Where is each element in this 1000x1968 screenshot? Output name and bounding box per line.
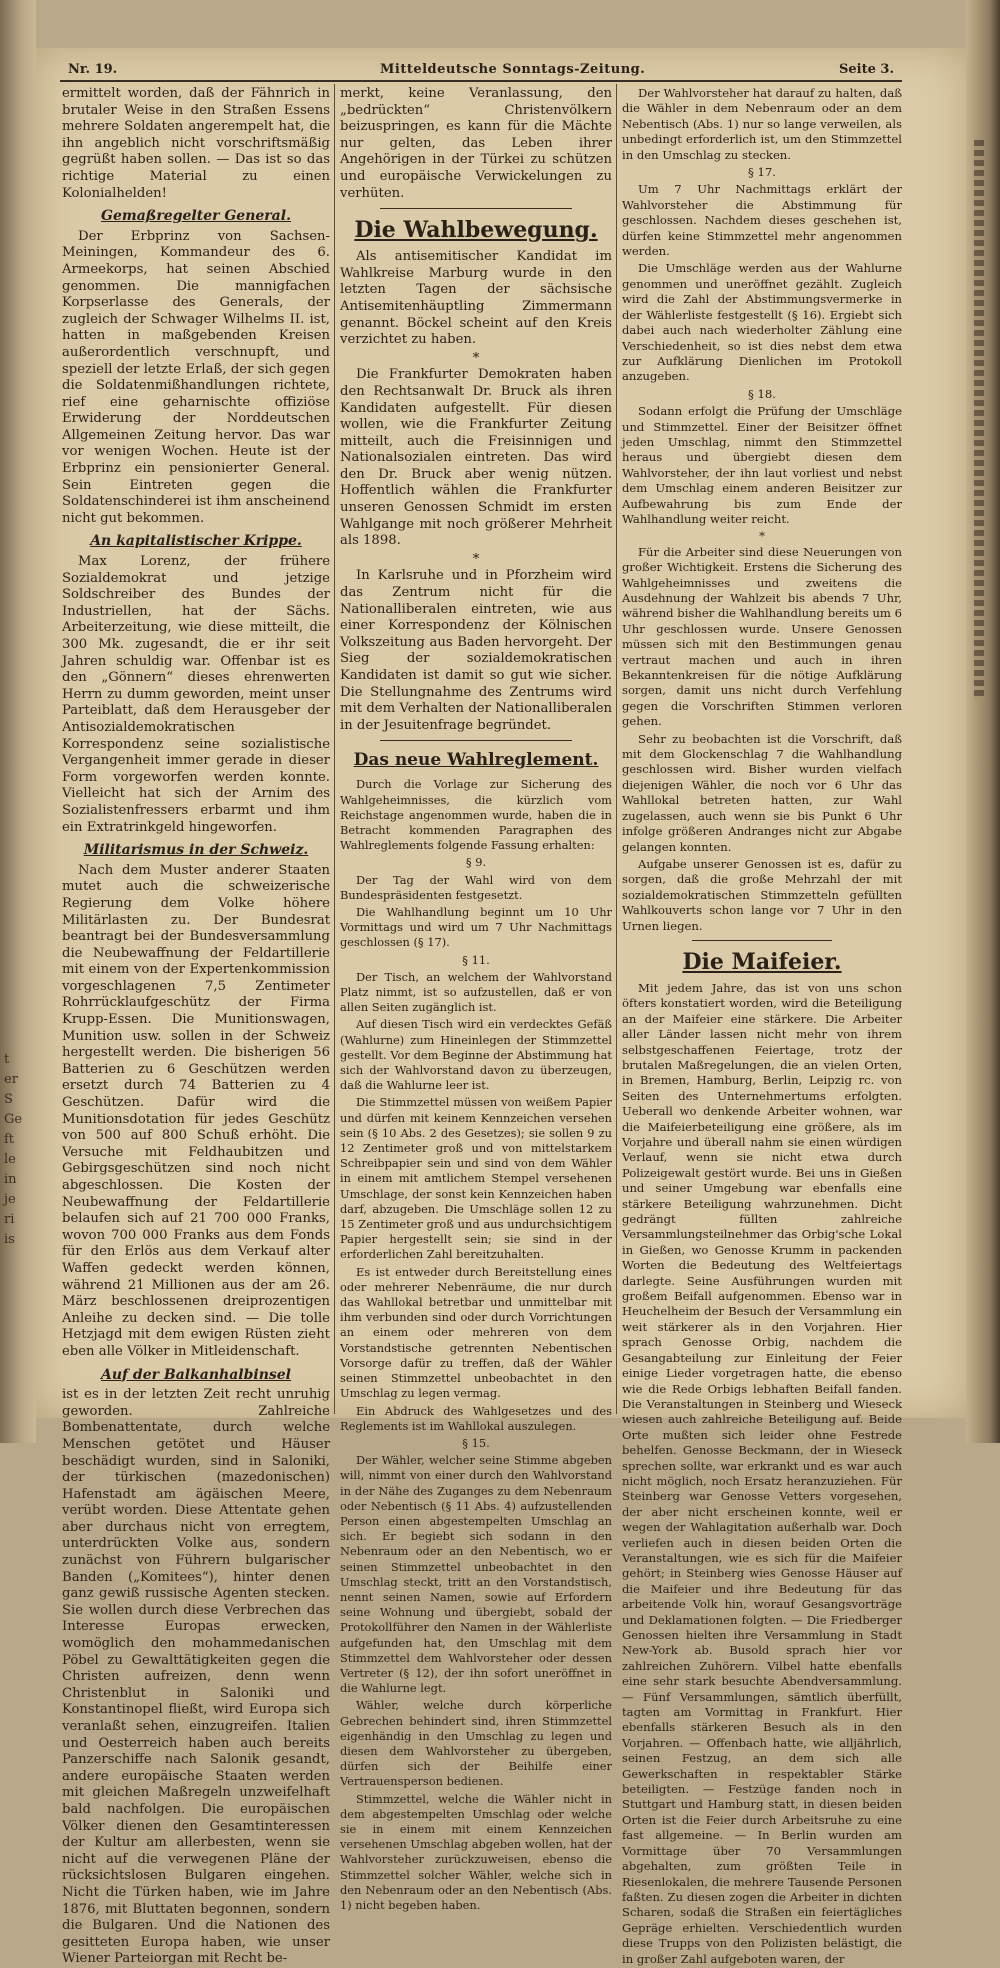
- divider: [692, 940, 832, 941]
- article-text: Als antisemitischer Kandidat im Wahlkreise Marburg wurde in den letzten Tagen der sächsische Antisemitenhäuptling Zimmermann genannt. Böckel scheint auf den Kreis verzichtet zu haben.: [340, 249, 612, 348]
- paragraph-number: § 17.: [748, 165, 776, 180]
- divider: [380, 208, 572, 209]
- article-text: Der Tag der Wahl wird von dem Bundespräsidenten festgesetzt.: [340, 872, 612, 902]
- paragraph-number: § 18.: [748, 386, 776, 401]
- article-text: merkt, keine Veranlassung, den „bedrückten“ Christenvölkern beizuspringen, es kann für die Mächte nur gelten, das Leben ihrer Angehörigen in der Türkei zu schützen und europäische Verwickelungen zu verhüten.: [340, 86, 612, 201]
- article-text: Nach dem Muster anderer Staaten mutet auch die schweizerische Regierung dem Volke höhere Militärlasten zu. Der Bundesrat beantragt bei der Bundesversammlung die Neubewaffnung der Feldartillerie mit einem von der Expertenkommission vorgeschlagenen 7,5 Zentimeter Rohrrücklaufgeschütz der Firma Krupp-Essen. Die Munitionswagen, Munition usw. sollen in der Schweiz hergestellt werden. Die bisherigen 56 Batterien zu 6 Geschützen werden ersetzt durch 74 Batterien zu 4 Geschützen. Dafür wird die Munitionsdotation für jedes Geschütz von 500 auf 800 Schuß erhöht. Die Versuche mit Feldhaubitzen und Gebirgsgeschützen sind noch nicht abgeschlossen. Die Kosten der Neubewaffnung der Feldartillerie belaufen sich auf 21 700 000 Franks, wovon 700 000 Franks aus dem Fonds für den Erlös aus dem Verkauf alter Waffen gedeckt werden können, während 21 Millionen aus der am 26. März beschlossenen dreiprozentigen Anleihe zu decken sind. — Die tolle Hetzjagd mit dem ewigen Rüsten zieht eben alle Völker in Mitleidenschaft.: [62, 862, 330, 1359]
- article-text: Die Frankfurter Demokraten haben den Rechtsanwalt Dr. Bruck als ihren Kandidaten aufgestellt. Für diesen wollen, wie die Frankfurter Zeitung mitteilt, auch die Freisinnigen und Nationalsozialen eintreten. Das wird den Dr. Bruck aber wenig nützen. Hoffentlich wählen die Frankfurter unseren Genossen Schmidt im ersten Wahlgange mit noch größerer Mehrheit als 1898.: [340, 367, 612, 549]
- article-text: Mit jedem Jahre, das ist von uns schon öfters konstatiert worden, wird die Beteiligung an der Maifeier eine stärkere. Die Arbeiter aller Länder lassen nicht mehr von ihrem selbstgeschaffenen Feiertage, trotz der brutalen Maßregelungen, die an vielen Orten, in Bremen, Hamburg, Berlin, Leipzig rc. von Seiten des Unternehmertums erfolgten. Ueberall wo denkende Arbeiter wohnen, war die Maifeierbeteiligung eine größere, als im Vorjahre und überall nahm sie einen würdigen Verlauf, wenn sie nicht etwa durch Polizeigewalt gestört wurde. Bei uns in Gießen und seiner Umgebung war ebenfalls eine stärkere Beteiligung wahrzunehmen. Dicht gedrängt füllten zahlreiche Versammlungsteilnehmer das Orbig'sche Lokal in Gießen, wo Genosse Krumm in packenden Worten die Bedeutung des Weltfeiertags darlegte. Seine Ausführungen wurden mit großem Beifall aufgenommen. Ebenso war in Heuchelheim der Besuch der Versammlung ein weit stärkerer als in den Vorjahren. Hier sprach Genosse Orbig, nachdem die Gesangabteilung zur Einleitung der Feier einige Lieder vorgetragen hatte, die ebenso wie die Rede Orbigs lebhaften Beifall fanden. Die Veranstaltungen in Steinberg und Wieseck wiesen auch zahlreiche Beteiligung auf. Beide Orte mußten sich leider ohne Festrede behelfen. Genosse Beckmann, der in Wieseck sprechen sollte, war erkrankt und es war auch nicht möglich, noch Ersatz heranzuziehen. Für Steinberg war Genosse Vetters vorgesehen, der aber nicht erscheinen konnte, weil er wegen der Wahlagitation außerhalb war. Doch verliefen auch in diesen beiden Orten die Veranstaltungen, wie es sich für die Maifeier gehört; in Steinberg wies Genosse Häuser auf die Maifeier und ihre Bedeutung für das arbeitende Volk hin, worauf Gesangsvorträge und Deklamationen folgten. — Die Friedberger Genossen hielten ihre Versammlung in Stadt New-York ab. Busold sprach hier vor zahlreichen Zuhörern. Vilbel hatte ebenfalls eine sehr stark besuchte Abendversammlung. — Fünf Versammlungen, sämtlich überfüllt, tagten am Vormittag in Frankfurt. Hier ebenfalls stärkeren Besuch als in den Vorjahren. — Offenbach hatte, wie alljährlich, seinen Festzug, an dem sich alle Gewerkschaften in respektabler Stärke beteiligten. — Festzüge fanden noch in Stuttgart und Hamburg statt, in diesen beiden Orten ist die Feier durch Arbeitsruhe zu eine fast allgemeine. — In Berlin wurden am Vormittage über 70 Versammlungen abgehalten, zum größten Teile in Riesenlokalen, die mehrere Tausende Personen faßten. Zu diesen zogen die Arbeiter in dichten Scharen, sodaß die Straßen ein feiertägliches Gepräge erhielten. Verschiedentlich wurden diese Trupps von den Polizisten belästigt, die in großer Zahl aufgeboten waren, der: [622, 980, 902, 1966]
- paragraph-number: § 11.: [462, 952, 490, 967]
- column-2: [340, 86, 612, 1912]
- article-text: Auf diesen Tisch wird ein verdecktes Gefäß (Wahlurne) zum Hineinlegen der Stimmzettel gestellt. Vor dem Beginne der Abstimmung hat sich der Wahlvorstand davon zu überzeugen, daß die Wahlurne leer ist.: [340, 1017, 612, 1093]
- section-heading: Militarismus in der Schweiz.: [83, 842, 309, 859]
- article-text: In Karlsruhe und in Pforzheim wird das Zentrum nicht für die Nationalliberalen eintreten, wie aus einer Korrespondenz der Kölnischen Volkszeitung aus Baden hervorgeht. Der Sieg der sozialdemokratischen Kandidaten ist damit so gut wie sicher. Die Stellungnahme des Zentrums wird mit dem Verhalten der Nationalliberalen in der Jesuitenfrage begründet.: [340, 568, 612, 733]
- paragraph-number: § 9.: [465, 855, 487, 870]
- article-text: Der Erbprinz von Sachsen-Meiningen, Kommandeur des 6. Armeekorps, hat seinen Abschied genommen. Die mannigfachen Korpserlasse des Generals, der zugleich der Schwager Wilhelms II. ist, hatten in maßgebenden Kreisen außerordentlich verschnupft, und speziell der letzte Erlaß, der sich gegen die Soldatenmißhandlungen richtete, rief eine geharnischte offiziöse Erwiderung der Norddeutschen Allgemeinen Zeitung hervor. Das war vor wenigen Wochen. Heute ist der Erbprinz ein pensionierter General. Sein Eintreten gegen die Soldatenschinderei ist ihm anscheinend nicht gut bekommen.: [62, 228, 330, 526]
- article-text: Ein Abdruck des Wahlgesetzes und des Reglements ist im Wahllokal auszulegen.: [340, 1403, 612, 1433]
- adjacent-page-strip: [974, 140, 984, 700]
- article-text: Wähler, welche durch körperliche Gebrechen behindert sind, ihren Stimmzettel eigenhändig in den Umschlag zu legen und diesen dem Wahlvorsteher zu übergeben, dürfen sich der Beihilfe einer Vertrauensperson bedienen.: [340, 1698, 612, 1789]
- column-1: [62, 86, 330, 1967]
- page-number: Seite 3.: [839, 62, 894, 77]
- article-text: ermittelt worden, daß der Fähnrich in brutaler Weise in den Straßen Essens mehrere Soldaten angerempelt hat, die ihn angeblich nicht vorschriftsmäßig gegrüßt haben sollen. — Das ist so das richtige Material zu einen Kolonialhelden!: [62, 86, 330, 201]
- column-separator: [616, 84, 617, 1414]
- article-text: Der Wahlvorsteher hat darauf zu halten, daß die Wähler in dem Nebenraum oder an dem Nebentisch (Abs. 1) nur so lange verweilen, als unbedingt erforderlich ist, um den Stimmzettel in den Umschlag zu stecken.: [622, 86, 902, 162]
- article-text: Stimmzettel, welche die Wähler nicht in dem abgestempelten Umschlag oder welche sie in einem mit einem Kennzeichen versehenen Umschlag abgeben wollen, hat der Wahlvorsteher zurückzuweisen, ebenso die Stimmzettel solcher Wähler, welche sich in den Nebenraum oder an den Nebentisch (Abs. 1) nicht begeben haben.: [340, 1791, 612, 1912]
- article-text: Die Umschläge werden aus der Wahlurne genommen und uneröffnet gezählt. Zugleich wird die Zahl der Abstimmungsvermerke in der Wählerliste festgestellt (§ 16). Ergiebt sich dabei auch nach wiederholter Zählung eine Verschiedenheit, so ist dies nebst dem etwa zur Aufklärung Dienlichen im Protokoll anzugeben.: [622, 261, 902, 384]
- article-text: Der Wähler, welcher seine Stimme abgeben will, nimmt von einer durch den Wahlvorstand in der Nähe des Zuganges zu dem Nebenraum oder Nebentisch (§ 11 Abs. 4) aufzustellenden Person einen abgestempelten Umschlag an sich. Er begiebt sich sodann in den Nebenraum oder an den Nebentisch, wo er seinen Stimmzettel unbeobachtet in den Umschlag steckt, tritt an den Vorstandstisch, nennt seinen Namen, sowie auf Erfordern seine Wohnung und übergiebt, sobald der Protokollführer den Namen in der Wählerliste aufgefunden hat, den Umschlag mit dem Stimmzettel dem Wahlvorsteher oder dessen Vertreter (§ 12), der ihn sofort uneröffnet in die Wahlurne legt.: [340, 1453, 612, 1696]
- article-text: Die Stimmzettel müssen von weißem Papier und dürfen mit keinem Kennzeichen versehen sein (§ 10 Abs. 2 des Gesetzes); sie sollen 9 zu 12 Zentimeter groß und von mittelstarkem Schreibpapier sein und sind von dem Wähler in einem mit amtlichem Stempel versehenen Umschlage, der sonst kein Kennzeichen haben darf, abzugeben. Die Umschläge sollen 12 zu 15 Zentimeter groß und aus undurchsichtigem Papier hergestellt sein; sie sind in der erforderlichen Zahl bereitzuhalten.: [340, 1095, 612, 1262]
- masthead: [68, 60, 894, 82]
- article-text: Die Wahlhandlung beginnt um 10 Uhr Vormittags und wird um 7 Uhr Nachmittags geschlossen (§ 17).: [340, 905, 612, 950]
- article-text: Es ist entweder durch Bereitstellung eines oder mehrerer Nebenräume, die nur durch das Wahllokal betretbar und unmittelbar mit ihm verbunden sind oder durch Vorrichtungen an einem oder mehreren von dem Vorstandstische getrennten Nebentischen Vorsorge dafür zu treffen, daß der Wähler seinen Stimmzettel unbeobachtet in den Umschlag zu legen vermag.: [340, 1264, 612, 1401]
- article-text: Sodann erfolgt die Prüfung der Umschläge und Stimmzettel. Einer der Beisitzer öffnet jeden Umschlag, nimmt den Stimmzettel heraus und übergiebt diesen dem Wahlvorsteher, der ihn laut vorliest und nebst dem Umschlag einem anderen Beisitzer zur Aufbewahrung bis zum Ende der Wahlhandlung weiter reicht.: [622, 404, 902, 526]
- star-separator: *: [472, 350, 480, 366]
- star-separator: *: [472, 551, 480, 567]
- article-text: Für die Arbeiter sind diese Neuerungen von großer Wichtigkeit. Erstens die Sicherung des Wahlgeheimnisses und zweitens die Ausdehnung der Wahlzeit bis abends 7 Uhr, während bisher die Wahlhandlung bereits um 6 Uhr geschlossen wurde. Unsere Genossen müssen sich mit den Bestimmungen genau vertraut machen und auch in ihren Bekanntenkreisen für die nötige Aufklärung sorgen, damit uns nicht durch Verfehlung gegen die Vorschriften Stimmen verloren gehen.: [622, 544, 902, 729]
- article-headline: Das neue Wahlreglement.: [353, 750, 599, 771]
- article-text: Sehr zu beobachten ist die Vorschrift, daß mit dem Glockenschlag 7 die Wahlhandlung geschlossen wird. Bisher wurden vielfach diejenigen Wähler, die noch vor 6 Uhr das Wahllokal betreten hatten, zur Wahl zugelassen, auch wenn sie bis Punkt 6 Uhr infolge größeren Andranges nicht zur Abgabe gelangen konnten.: [622, 731, 902, 854]
- page-edge-left: [0, 0, 36, 1443]
- masthead-rule: [60, 80, 902, 82]
- section-heading: Gemaßregelter General.: [101, 208, 291, 225]
- article-text: Durch die Vorlage zur Sicherung des Wahlgeheimnisses, die kürzlich vom Reichstage angenommen wurde, haben die in Betracht kommenden Paragraphen des Wahlreglements folgende Fassung erhalten:: [340, 777, 612, 853]
- column-3: [622, 86, 902, 1966]
- paragraph-number: § 15.: [462, 1435, 490, 1450]
- article-text: Max Lorenz, der frühere Sozialdemokrat und jetzige Soldschreiber des Bundes der Industriellen, hat der Sächs. Arbeiterzeitung, wie diese mitteilt, die 300 Mk. zugesandt, die er ihr seit Jahren schuldig war. Offenbar ist es den „Gönnern“ dieses ehrenwerten Herrn zu dumm geworden, meint unser Parteiblatt, daß dem Herausgeber der Antisozialdemokratischen Korrespondenz seine sozialistische Vergangenheit immer gerade in dieser Form vorgeworfen werden konnte. Vielleicht hat sich der Arnim des Sozialistenfressers erbarmt und ihm ein Extratrinkgeld hingeworfen.: [62, 554, 330, 835]
- article-headline: Die Wahlbewegung.: [354, 217, 598, 244]
- article-text: Um 7 Uhr Nachmittags erklärt der Wahlvorsteher die Abstimmung für geschlossen. Nachdem dieses geschehen ist, dürfen keine Stimmzettel mehr angenommen werden.: [622, 182, 902, 259]
- issue-number: Nr. 19.: [68, 62, 118, 77]
- article-text: Der Tisch, an welchem der Wahlvorstand Platz nimmt, ist so aufzustellen, daß er von allen Seiten zugänglich ist.: [340, 969, 612, 1015]
- page-edge-right: [966, 0, 1000, 1443]
- article-text: ist es in der letzten Zeit recht unruhig geworden. Zahlreiche Bombenattentate, durch welche Menschen getötet und Häuser beschädigt wurden, sind in Saloniki, der türkischen (mazedonischen) Hafenstadt am ägäischen Meere, verübt worden. Diese Attentate gehen aber durchaus nicht von erregtem, unterdrückten Volke aus, sondern zunächst von Führern bulgarischer Banden („Komitees“), hinter denen ganz gewiß russische Agenten stecken. Sie wollen durch diese Verbrechen das Interesse Europas erwecken, womöglich den mohammedanischen Pöbel zu Gewalttätigkeiten gegen die Christen aufreizen, denn wenn Christenblut in Saloniki und Konstantinopel fließt, wird Europa sich veranlaßt sehen, einzugreifen. Italien und Oesterreich haben auch bereits Panzerschiffe nach Salonik gesandt, andere europäische Staaten werden mit gleichen Maßregeln unzweifelhaft bald nachfolgen. Die europäischen Völker dienen den Gesamtinteressen der Kultur am allerbesten, wenn sie nicht auf die verwegenen Pläne der rücksichtslosen Bulgaren eingehen. Nicht die Türken haben, wie im Jahre 1876, mit Bluttaten begonnen, sondern die Bulgaren. Und die Nationen des gesitteten Europa haben, wie unser Wiener Parteiorgan mit Recht be-: [62, 1387, 330, 1967]
- section-heading: Auf der Balkanhalbinsel: [100, 1366, 292, 1383]
- margin-letters: t er S Ge ft le in je ri is: [4, 1052, 23, 1247]
- column-separator: [334, 84, 335, 1414]
- star-separator: *: [759, 529, 765, 544]
- section-heading: An kapitalistischer Krippe.: [90, 533, 302, 550]
- article-text: Aufgabe unserer Genossen ist es, dafür zu sorgen, daß die große Mehrzahl der mit sozialdemokratischen Stimmzetteln gefüllten Wahlkouverts schon lange vor 7 Uhr in den Urnen liegen.: [622, 856, 902, 933]
- article-headline: Die Maifeier.: [682, 948, 842, 975]
- newspaper-title: Mitteldeutsche Sonntags-Zeitung.: [380, 62, 646, 77]
- divider: [380, 740, 572, 741]
